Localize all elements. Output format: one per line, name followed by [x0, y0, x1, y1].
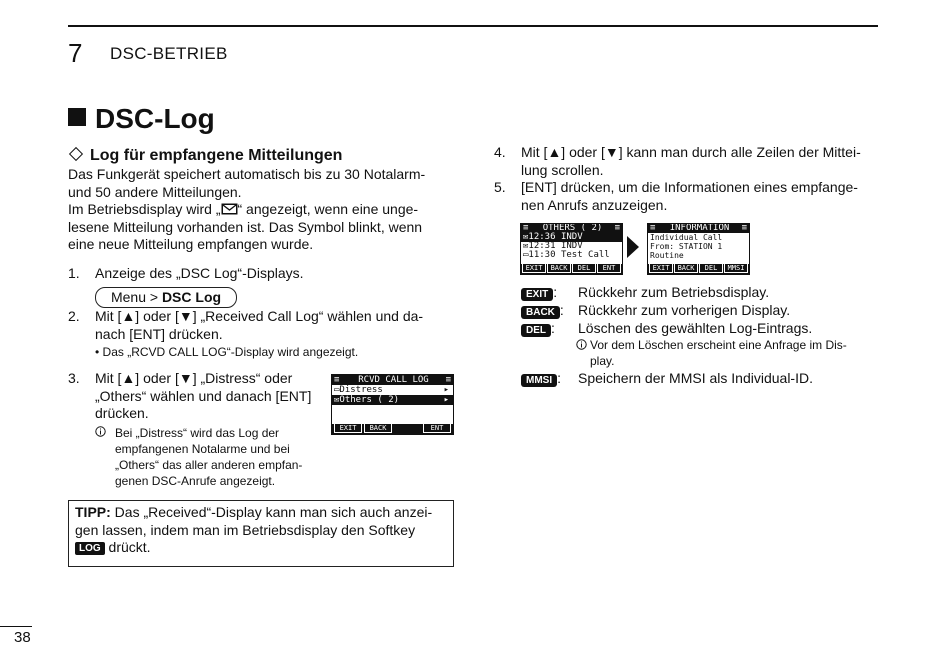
step-3-note — [95, 425, 328, 489]
lcd-row-text: Distress — [339, 385, 383, 395]
step-5 — [494, 179, 874, 214]
step-number: 4. — [494, 144, 506, 160]
tip-label: TIPP: — [75, 504, 111, 520]
tip-line: gen lassen, indem man im Betriebsdisplay den Softkey — [75, 521, 416, 538]
step-line: drücken. — [95, 405, 149, 421]
intro-line — [68, 201, 448, 219]
envelope-icon — [221, 203, 238, 215]
step-line: lung scrollen. — [521, 161, 604, 178]
legend-text: Rückkehr zum vorherigen Display. — [578, 302, 791, 318]
chapter-title: DSC-BETRIEB — [110, 44, 228, 63]
lcd-row-time: 11:30 — [528, 250, 556, 260]
menu-path-prefix: Menu > — [110, 289, 162, 305]
tip-line: Das „Received“-Display kann man sich auch anzei- — [110, 504, 433, 520]
lcd-title-bar: ≡ RCVD CALL LOG ≡ — [334, 375, 451, 385]
lcd-info-row: From: STATION 1 — [650, 242, 723, 251]
subsection-title — [68, 147, 342, 165]
legend-text: Löschen des gewählten Log-Eintrags. — [578, 320, 813, 336]
lcd-softkey: EXIT — [649, 263, 673, 273]
info-icon — [95, 425, 106, 441]
chapter-number: 7 — [68, 38, 83, 68]
lcd-log-row: ▭11:30 Test Call — [523, 250, 610, 260]
header-rule — [68, 25, 878, 27]
note-line: Vor dem Löschen erscheint eine Anfrage im Dis- — [590, 338, 847, 352]
step-number: 2. — [68, 308, 80, 324]
menu-path-box — [95, 287, 237, 308]
lcd-softkey-bar — [521, 264, 622, 274]
note-line: Bei „Distress“ wird das Log der — [115, 425, 280, 440]
step-2 — [68, 308, 448, 360]
mmsi-key-badge: MMSI — [521, 374, 557, 387]
subsection-title-text: Log für empfangene Mitteilungen — [90, 147, 343, 164]
note-line: play. — [590, 354, 615, 368]
step-text — [95, 308, 448, 360]
lcd-info-row: Routine — [650, 251, 684, 260]
legend-exit: EXIT : Rückkehr zum Betriebsdisplay. — [521, 284, 557, 302]
step-line: nen Anrufs anzuzeigen. — [521, 196, 668, 213]
intro-line: eine neue Mitteilung empfangen wurde. — [68, 236, 314, 252]
step-line: [ENT] drücken, um die Informationen eines empfange- — [521, 179, 858, 195]
lcd-row-text: Others ( 2) — [339, 395, 400, 405]
lcd-row-text: INDV — [560, 241, 583, 251]
lcd-softkey: BACK — [674, 263, 698, 273]
step-1 — [68, 265, 304, 283]
lcd-info-row: Individual Call — [650, 233, 723, 242]
step-4 — [494, 144, 874, 179]
lcd-title-bar: ≡ INFORMATION ≡ — [650, 223, 747, 233]
intro-line: lesene Mitteilung vorhanden ist. Das Symbol blinkt, wenn — [68, 218, 423, 235]
del-note — [576, 337, 890, 369]
lcd-rcvd-call-log — [331, 374, 454, 435]
lcd-softkey: ENT — [423, 423, 451, 433]
note-line: empfangenen Notalarme und bei — [115, 441, 290, 456]
lcd-title-bar: ≡ OTHERS ( 2) ≡ — [523, 223, 620, 233]
step-text: Anzeige des „DSC Log“-Displays. — [95, 265, 304, 281]
section-square-icon — [68, 108, 86, 126]
lcd-row-text: Test Call — [560, 250, 610, 260]
legend-text: Rückkehr zum Betriebsdisplay. — [578, 284, 770, 300]
lcd-row-text: INDV — [560, 232, 583, 242]
legend-text: Speichern der MMSI als Individual-ID. — [578, 370, 813, 386]
step-number: 5. — [494, 179, 506, 195]
legend-del: DEL : Löschen des gewählten Log-Eintrags. — [521, 320, 555, 338]
step-line: Mit [▲] oder [▼] „Received Call Log“ wählen und da- — [95, 308, 424, 324]
page-number: 38 — [14, 629, 31, 646]
tip-box — [68, 500, 454, 567]
lcd-title: OTHERS ( 2) — [542, 223, 603, 233]
lcd-softkey: DEL — [699, 263, 723, 273]
lcd-softkey: BACK — [547, 263, 571, 273]
lcd-softkey: EXIT — [334, 423, 362, 433]
step-line: Mit [▲] oder [▼] „Distress“ oder — [95, 370, 293, 386]
lcd-row-time: 12:36 — [528, 232, 556, 242]
legend-mmsi: MMSI : Speichern der MMSI als Individual-ID. — [521, 370, 561, 388]
lcd-row-distress: ▭Distress ▸ — [334, 385, 449, 395]
step-line: „Others“ wählen und danach [ENT] — [95, 387, 312, 404]
intro-text: “ angezeigt, wenn eine unge- — [237, 201, 419, 217]
intro-text: Im Betriebsdisplay wird „ — [68, 201, 221, 217]
section-title-text: DSC-Log — [95, 103, 215, 134]
step-line: nach [ENT] drücken. — [95, 325, 223, 342]
section-title — [68, 103, 215, 135]
lcd-title: RCVD CALL LOG — [358, 375, 429, 385]
lcd-row-others: ✉Others ( 2) ▸ — [332, 395, 453, 405]
exit-key-badge: EXIT — [521, 288, 553, 301]
lcd-softkey-bar — [332, 424, 453, 434]
menu-path-item: DSC Log — [161, 289, 222, 305]
note-line: genen DSC-Anrufe angezeigt. — [115, 473, 276, 488]
step-line: Mit [▲] oder [▼] kann man durch alle Zeilen der Mittei- — [521, 144, 861, 160]
lcd-softkey-bar — [648, 264, 749, 274]
info-icon — [576, 338, 587, 354]
lcd-softkey: EXIT — [522, 263, 546, 273]
tip-line: drückt. — [104, 539, 151, 555]
lcd-softkey: ENT — [597, 263, 621, 273]
intro-line: und 50 andere Mitteilungen. — [68, 183, 242, 200]
lcd-others-log — [520, 223, 623, 275]
lcd-softkey: BACK — [364, 423, 392, 433]
step-text — [95, 370, 328, 423]
lcd-row-time: 12:31 — [528, 241, 556, 251]
step-note: • Das „RCVD CALL LOG“-Display wird angezeigt. — [95, 345, 359, 359]
legend-back: BACK : Rückkehr zum vorherigen Display. — [521, 302, 564, 320]
back-key-badge: BACK — [521, 306, 560, 319]
del-key-badge: DEL — [521, 324, 551, 337]
step-3 — [68, 370, 328, 489]
page-number-rule — [0, 626, 32, 627]
log-softkey-badge: LOG — [75, 542, 105, 555]
lcd-information — [647, 223, 750, 275]
lcd-softkey: DEL — [572, 263, 596, 273]
intro-paragraph — [68, 166, 448, 254]
arrow-right-icon — [627, 236, 639, 258]
step-number: 3. — [68, 370, 80, 386]
step-number: 1. — [68, 265, 80, 281]
diamond-icon — [69, 147, 83, 161]
lcd-log-row: ✉12:31 INDV — [523, 241, 583, 251]
lcd-log-row: ✉12:36 INDV — [521, 233, 622, 242]
lcd-title: INFORMATION — [669, 223, 730, 233]
intro-line: Das Funkgerät speichert automatisch bis zu 30 Notalarm- — [68, 166, 426, 182]
note-line: „Others“ das aller anderen empfan- — [115, 457, 303, 472]
lcd-softkey: MMSI — [724, 263, 748, 273]
tip-text — [69, 501, 453, 560]
